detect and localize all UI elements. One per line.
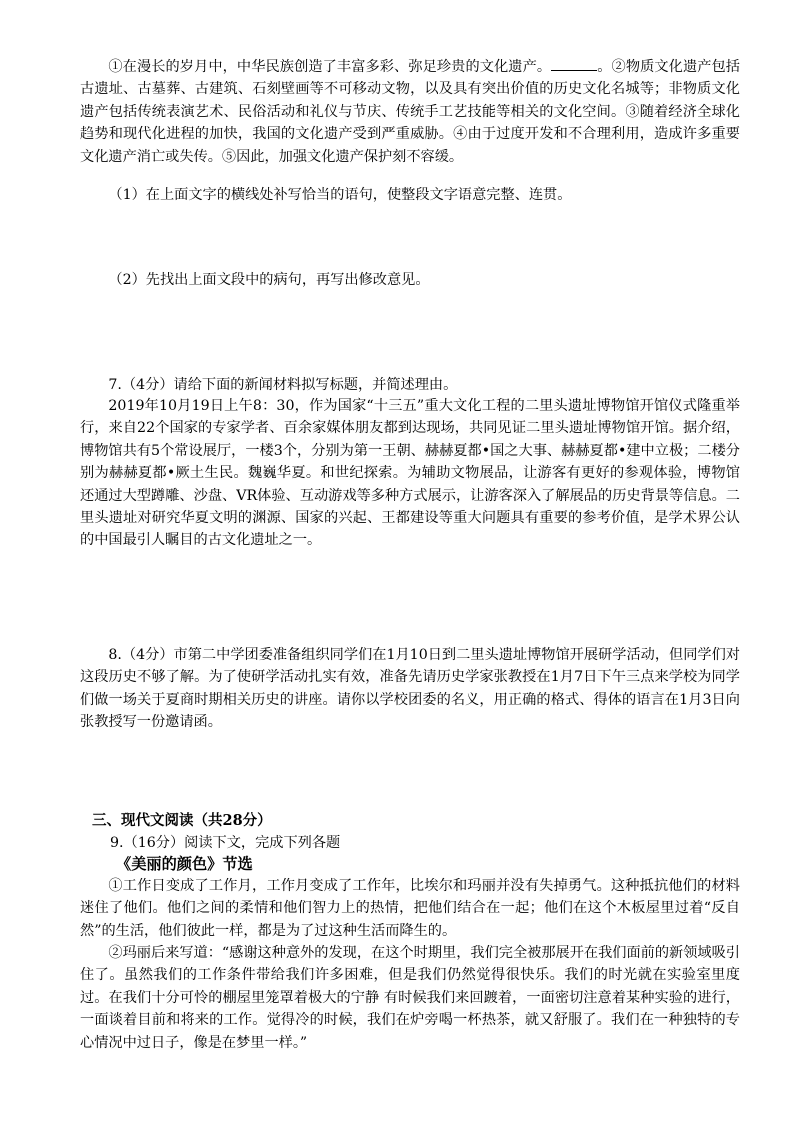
question-2: （2）先找出上面文段中的病句，再写出修改意见。 bbox=[108, 272, 430, 288]
article-paragraph-2: ②玛丽后来写道：“感谢这种意外的发现，在这个时期里，我们完全被那展开在我们面前的新领域吸引住了。虽然我们的工作条件带给我们许多困难，但是我们仍然觉得很快乐。我们的时光就在实验室里度过。在我们十分可怜的棚屋里笼罩着极大的宁静 有时候我们来回踱着，一面密切注意着某种实验的进行，一面谈着目前和将来的工作。觉得冷的时候，我们在炉旁喝一杯热茶，就又舒服了。我们在一种独特的专心情况中过日子，像是在梦里一样。” bbox=[80, 945, 740, 1051]
question-7-heading: 7.（4分）请给下面的新闻材料拟写标题，并简述理由。 bbox=[108, 377, 458, 393]
article-title: 《美丽的颜色》节选 bbox=[116, 855, 253, 873]
article-paragraph-1: ①工作日变成了工作月，工作月变成了工作年，比埃尔和玛丽并没有失掉勇气。这种抵抗他们的材料迷住了他们。他们之间的柔情和他们智力上的热情，把他们结合在一起；他们在这个木板屋里过着“反自然”的生活，他们彼此一样，都是为了过这种生活而降生的。 bbox=[80, 878, 740, 939]
section-heading: 三、现代文阅读（共28分） bbox=[92, 812, 272, 829]
passage-text-a: ①在漫长的岁月中，中华民族创造了丰富多彩、弥足珍贵的文化遗产。 bbox=[108, 59, 552, 75]
passage-paragraph bbox=[80, 56, 740, 168]
question-8: 8.（4分）市第二中学团委准备组织同学们在1月10日到二里头遗址博物馆开展研学活动，但同学们对这段历史不够了解。为了使研学活动扎实有效，准备先请历史学家张教授在1月7日下午三点来学校为同学们做一场关于夏商时期相关历史的讲座。请你以学校团委的名义，用正确的格式、得体的语言在1月3日向张教授写一份邀请函。 bbox=[80, 647, 740, 731]
question-9-heading: 9.（16分）阅读下文，完成下列各题 bbox=[110, 835, 341, 851]
passage-text-b: 。②物质文化遗产包括古遗址、古墓葬、古建筑、石刻壁画等不可移动文物，以及具有突出价值的历史文化名城等；非物质文化遗产包括传统表演艺术、民俗活动和礼仪与节庆、传统手工艺技能等相关的文化空间。③随着经济全球化趋势和现代化进程的加快，我国的文化遗产受到严重威胁。④由于过度开发和不合理利用，造成许多重要文化遗产消亡或失传。⑤因此，加强文化遗产保护刻不容缓。 bbox=[80, 59, 740, 165]
question-7-material: 2019年10月19日上午8：30，作为国家“十三五”重大文化工程的二里头遗址博物馆开馆仪式隆重举行，来自22个国家的专家学者、百余家媒体朋友都到达现场，共同见证二里头遗址博物馆开馆。据介绍，博物馆共有5个常设展厅，一楼3个，分别为第一王朝、赫赫夏都•国之大事、赫赫夏都•建中立极；二楼分别为赫赫夏都•厥土生民。魏巍华夏。和世纪探索。为辅助文物展品，让游客有更好的参观体验，博物馆还通过大型蹲雕、沙盘、VR体验、互动游戏等多种方式展示，让游客深入了解展品的历史背景等信息。二里头遗址对研究华夏文明的渊源、国家的兴起、王都建设等重大问题具有重要的参考价值，是学术界公认的中国最引人瞩目的古文化遗址之一。 bbox=[80, 398, 740, 549]
question-1: （1）在上面文字的横线处补写恰当的语句，使整段文字语意完整、连贯。 bbox=[108, 187, 572, 203]
fill-in-blank[interactable] bbox=[551, 56, 597, 71]
